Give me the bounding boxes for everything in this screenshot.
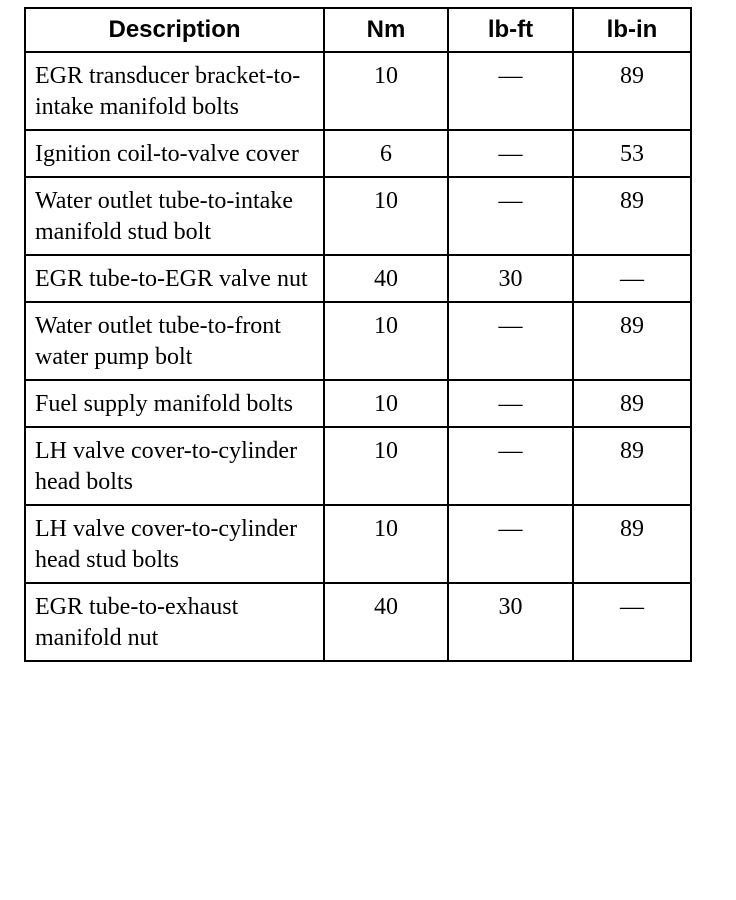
cell-description: Fuel supply manifold bolts (25, 380, 324, 427)
cell-nm: 10 (324, 177, 448, 255)
cell-description: LH valve cover-to-cylinder head bolts (25, 427, 324, 505)
header-lb-in: lb-in (573, 8, 691, 52)
header-row (25, 8, 691, 52)
table-row (25, 302, 691, 380)
table-row (25, 505, 691, 583)
torque-spec-table (24, 7, 692, 662)
cell-lb-ft: — (448, 427, 573, 505)
cell-nm: 10 (324, 427, 448, 505)
cell-lb-ft: — (448, 505, 573, 583)
header-lb-ft: lb-ft (448, 8, 573, 52)
cell-lb-in: 89 (573, 380, 691, 427)
cell-lb-ft: 30 (448, 583, 573, 661)
table-row (25, 177, 691, 255)
cell-nm: 40 (324, 255, 448, 302)
cell-lb-in: — (573, 583, 691, 661)
cell-nm: 10 (324, 52, 448, 130)
cell-lb-ft: — (448, 177, 573, 255)
cell-nm: 6 (324, 130, 448, 177)
cell-description: LH valve cover-to-cylinder head stud bolts (25, 505, 324, 583)
cell-nm: 10 (324, 380, 448, 427)
cell-lb-in: 89 (573, 177, 691, 255)
cell-lb-ft: — (448, 52, 573, 130)
cell-nm: 10 (324, 302, 448, 380)
header-nm: Nm (324, 8, 448, 52)
table-row (25, 427, 691, 505)
table-row (25, 380, 691, 427)
cell-lb-in: — (573, 255, 691, 302)
cell-nm: 10 (324, 505, 448, 583)
table-row (25, 52, 691, 130)
cell-lb-in: 89 (573, 52, 691, 130)
cell-nm: 40 (324, 583, 448, 661)
cell-description: Ignition coil-to-valve cover (25, 130, 324, 177)
cell-description: EGR transducer bracket-to-intake manifold bolts (25, 52, 324, 130)
table-row (25, 130, 691, 177)
cell-description: Water outlet tube-to-front water pump bolt (25, 302, 324, 380)
cell-lb-ft: — (448, 380, 573, 427)
cell-description: Water outlet tube-to-intake manifold stud bolt (25, 177, 324, 255)
cell-lb-ft: — (448, 302, 573, 380)
cell-lb-in: 53 (573, 130, 691, 177)
cell-lb-in: 89 (573, 427, 691, 505)
cell-lb-in: 89 (573, 302, 691, 380)
cell-lb-in: 89 (573, 505, 691, 583)
cell-description: EGR tube-to-EGR valve nut (25, 255, 324, 302)
cell-description: EGR tube-to-exhaust manifold nut (25, 583, 324, 661)
table-row (25, 583, 691, 661)
cell-lb-ft: — (448, 130, 573, 177)
cell-lb-ft: 30 (448, 255, 573, 302)
header-description: Description (25, 8, 324, 52)
table-row (25, 255, 691, 302)
